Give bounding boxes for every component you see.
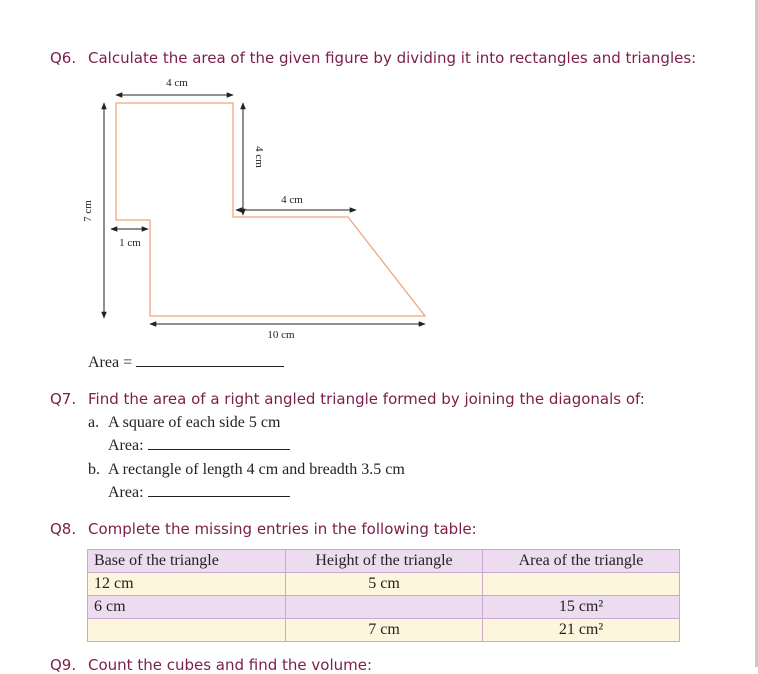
q7-b-label: b.	[88, 461, 100, 478]
q7-b-text: A rectangle of length 4 cm and breadth 3.5 cm	[108, 461, 405, 478]
table-row	[88, 596, 680, 619]
q6-answer-blank[interactable]	[136, 354, 284, 367]
cell-area-blank[interactable]	[483, 573, 680, 596]
q7-b-area-label: Area:	[108, 484, 144, 501]
triangle-table	[87, 549, 680, 642]
top-width-label: 4 cm	[166, 77, 188, 89]
header-base: Base of the triangle	[88, 550, 286, 573]
header-area: Area of the triangle	[483, 550, 680, 573]
q7-a-area-label: Area:	[108, 437, 144, 454]
question-8-number: Q8.	[50, 520, 77, 538]
q6-area-label: Area =	[88, 354, 133, 371]
q7-b-area-line	[108, 484, 290, 502]
question-9-number: Q9.	[50, 656, 77, 674]
inner-height-label: 4 cm	[253, 146, 265, 168]
cell-height: 7 cm	[286, 619, 483, 642]
notch-width-label: 1 cm	[119, 237, 141, 249]
q7-part-a	[88, 414, 280, 432]
table-header-row	[88, 550, 680, 573]
step-width-label: 4 cm	[281, 194, 303, 206]
question-9-text: Count the cubes and find the volume:	[88, 656, 373, 674]
cell-area: 21 cm²	[483, 619, 680, 642]
q7-part-b	[88, 461, 405, 479]
q7-a-answer-blank[interactable]	[148, 437, 290, 450]
question-8	[50, 520, 477, 538]
cell-base-blank[interactable]	[88, 619, 286, 642]
bottom-width-label: 10 cm	[267, 329, 295, 341]
cell-base: 6 cm	[88, 596, 286, 619]
left-height-label: 7 cm	[82, 200, 94, 222]
header-height: Height of the triangle	[286, 550, 483, 573]
question-7-text: Find the area of a right angled triangle formed by joining the diagonals of:	[88, 390, 645, 408]
question-7	[50, 390, 645, 408]
q7-a-label: a.	[88, 414, 100, 431]
question-7-number: Q7.	[50, 390, 77, 408]
cell-area: 15 cm²	[483, 596, 680, 619]
q7-a-area-line	[108, 437, 290, 455]
q7-b-answer-blank[interactable]	[148, 484, 290, 497]
cell-height-blank[interactable]	[286, 596, 483, 619]
cell-base: 12 cm	[88, 573, 286, 596]
table-row	[88, 619, 680, 642]
q6-area-line	[88, 354, 284, 372]
cell-height: 5 cm	[286, 573, 483, 596]
question-6-text: Calculate the area of the given figure by dividing it into rectangles and triangles:	[88, 49, 697, 67]
q7-a-text: A square of each side 5 cm	[108, 414, 281, 431]
question-6-number: Q6.	[50, 49, 77, 67]
question-9	[50, 656, 372, 674]
question-8-text: Complete the missing entries in the following table:	[88, 520, 477, 538]
table-row	[88, 573, 680, 596]
